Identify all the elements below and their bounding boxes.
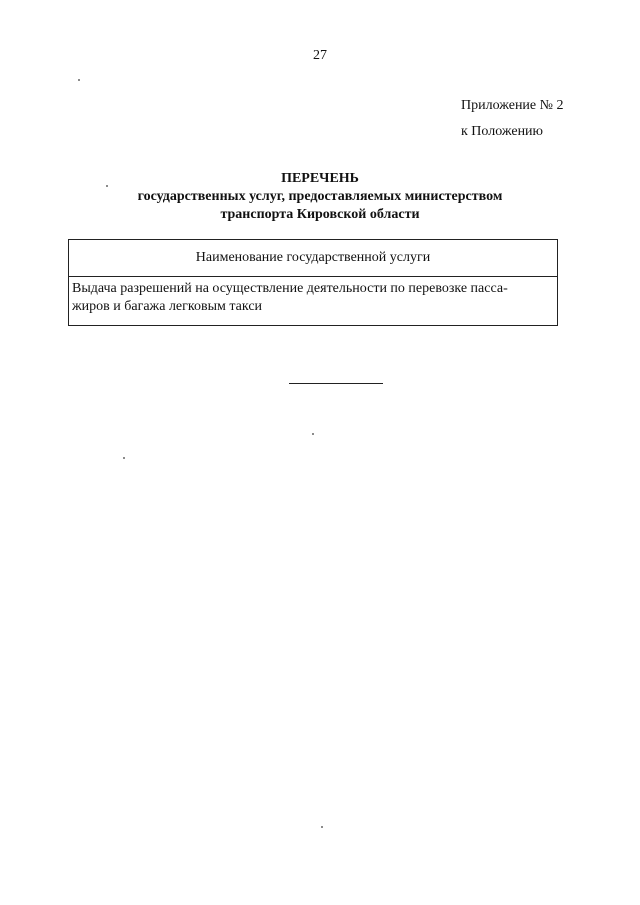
table-cell-line: Выдача разрешений на осуществление деятельности по перевозке пасса- — [72, 281, 508, 296]
appendix-regulation-ref: к Положению — [461, 124, 544, 139]
document-heading — [0, 170, 640, 224]
heading-subtitle-line2: транспорта Кировской области — [220, 207, 420, 222]
page-number: 27 — [313, 48, 327, 63]
appendix-number: Приложение № 2 — [461, 98, 564, 113]
scan-speck — [312, 433, 314, 435]
table-header-row — [69, 240, 558, 277]
scan-speck — [321, 826, 323, 828]
table-row — [69, 277, 558, 326]
appendix-reference — [461, 93, 564, 145]
scan-speck — [106, 185, 108, 187]
table-cell — [69, 277, 558, 326]
table-header-cell: Наименование государственной услуги — [69, 240, 558, 277]
scan-speck — [78, 79, 80, 81]
heading-subtitle-line1: государственных услуг, предоставляемых министерством — [137, 189, 503, 204]
services-table — [68, 239, 558, 326]
end-divider — [289, 383, 383, 384]
table-cell-line: жиров и багажа легковым такси — [72, 299, 263, 314]
heading-title: ПЕРЕЧЕНЬ — [281, 171, 359, 186]
scan-speck — [123, 457, 125, 459]
